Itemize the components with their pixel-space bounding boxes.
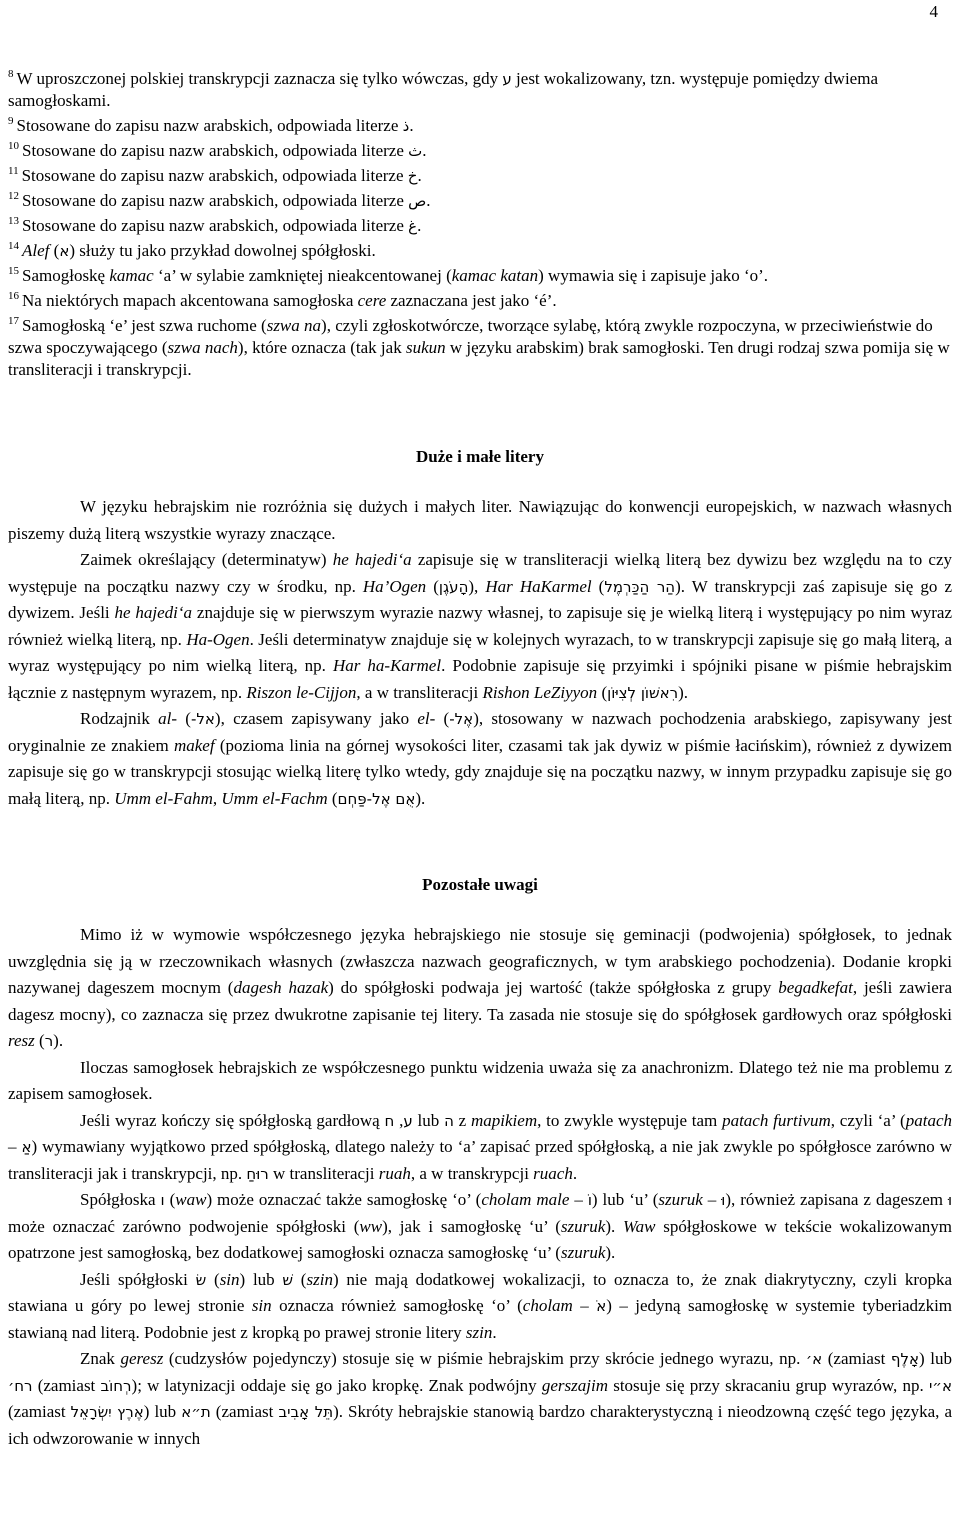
- footnote-number: 16: [8, 290, 19, 303]
- text-run: –: [8, 1137, 22, 1156]
- text-run: (zamiast: [32, 1375, 101, 1395]
- arabic-text: ث: [408, 142, 423, 160]
- hebrew-text: שׂ: [195, 1270, 207, 1289]
- hebrew-text: אֶרֶץ יִשְׂרָאֵל: [70, 1403, 144, 1421]
- footnote-number: 12: [8, 190, 19, 203]
- text-run: (: [591, 576, 605, 596]
- text-run: sukun: [405, 338, 446, 357]
- text-run: , to zwykle występuje tam: [537, 1110, 723, 1130]
- text-run: .: [422, 141, 427, 160]
- text-run: oznacza również samogłoskę ‘o’ (: [271, 1296, 523, 1315]
- section-title: Duże i małe litery: [416, 447, 544, 466]
- text-run: (: [177, 709, 191, 728]
- hebrew-text: א: [59, 242, 70, 260]
- text-run: stosuje się przy skracaniu grup wyrazów, np.: [608, 1375, 929, 1395]
- text-run: ) lub: [143, 1402, 182, 1421]
- text-run: ) – jedyną samogłoskę w systemie tyberiadzkim stawianą nad literą. Podobnie jest z kropką po prawej stronie litery: [8, 1296, 953, 1342]
- hebrew-text: ח: [384, 1111, 395, 1130]
- text-run: Jeśli wyraz kończy się spółgłoską gardłową: [80, 1110, 385, 1130]
- hebrew-text: שׁ: [282, 1270, 294, 1289]
- text-run: ), które oznacza (tak jak: [237, 338, 406, 357]
- footnotes: [8, 68, 952, 384]
- footnote-number: 13: [8, 215, 19, 228]
- text-run: ) wymawia się i zapisuje jako ‘o’.: [538, 266, 769, 285]
- hebrew-text: א׳: [805, 1350, 823, 1368]
- text-run: al-: [158, 709, 178, 728]
- text-run: W języku hebrajskim nie rozróżnia się dużych i małych liter. Nawiązując do konwencji europejskich, w nazwach własnych piszemy dużą literą wszystkie wyrazy znaczące.: [8, 497, 952, 543]
- text-run: Umm el-Fachm: [221, 788, 328, 808]
- text-run: ).: [678, 682, 689, 702]
- text-run: .: [572, 1163, 578, 1183]
- text-run: .: [417, 216, 422, 235]
- text-run: Stosowane do zapisu nazw arabskich, odpowiada literze: [16, 116, 403, 135]
- text-run: szin: [306, 1269, 333, 1289]
- page-number: 4: [929, 2, 938, 21]
- text-run: Mimo iż w wymowie współczesnego języka hebrajskiego nie stosuje się geminacji (podwojenia) spółgłosek, to jednak uwzględnia się ją w rzeczownikach własnych (zwłaszcza nazwach geograficznych, w tym arabskiego pochodzenia). Dodanie kropki nazywanej dageszem mocnym (: [8, 925, 952, 997]
- text-run: ).: [53, 1031, 64, 1050]
- paragraph: [8, 1108, 952, 1188]
- text-run: zapisuje się w transliteracji wielką literą bez dywizu bez względu na to czy występuje na początku nazwy czy w środku, np.: [8, 550, 952, 596]
- text-run: ) do spółgłoski podwaja jej wartość (także spółgłoska z grupy: [328, 978, 779, 997]
- text-run: jest wokalizowany, tzn. występuje pomiędzy dwiema samogłoskami.: [8, 69, 878, 110]
- hebrew-text: ו: [160, 1191, 165, 1209]
- text-run: Alef: [22, 241, 50, 260]
- hebrew-text: הַר הַכַּרְמֶל: [604, 577, 676, 596]
- text-run: ); w latynizacji oddaje się go jako kropkę. Znak podwójny: [131, 1375, 542, 1395]
- text-run: patach: [905, 1110, 952, 1130]
- arabic-text: خ: [407, 167, 418, 185]
- text-run: ) wymawiany wyjątkowo przed spółgłoską, dlatego należy to ‘a’ zapisać przed spółgłoską, a nie jak zwykle po spółgłosce zarówno w transliteracji jak i transkrypcji, np.: [8, 1137, 952, 1183]
- footnote: [8, 315, 952, 381]
- text-run: kamac: [109, 266, 154, 285]
- hebrew-text: רְחוֹב: [100, 1376, 132, 1395]
- arabic-text: ص: [408, 192, 427, 210]
- hebrew-text: -אֶל: [449, 710, 474, 728]
- text-run: Har ha-Karmel: [332, 656, 442, 675]
- text-run: ),: [468, 576, 486, 596]
- hebrew-text: אָלֶף: [890, 1350, 920, 1368]
- hebrew-text: אַ: [21, 1138, 32, 1156]
- text-run: Rodzajnik: [80, 709, 159, 728]
- text-run: (: [293, 1269, 307, 1289]
- text-run: ), stosowany w nazwach pochodzenia arabskiego, zapisywany jest oryginalnie ze znakiem: [8, 709, 952, 755]
- text-run: szwa nach: [167, 338, 238, 357]
- text-run: Stosowane do zapisu nazw arabskich, odpowiada literze: [22, 191, 409, 210]
- section-body: [8, 494, 952, 812]
- text-run: –: [569, 1190, 588, 1209]
- text-run: ). W transkrypcji zaś zapisuje się go z dywizem. Jeśli: [8, 576, 952, 622]
- text-run: (: [34, 1031, 45, 1050]
- text-run: Znak: [80, 1349, 121, 1368]
- text-run: ,: [212, 788, 222, 808]
- text-run: szuruk: [560, 1243, 606, 1262]
- text-run: z: [453, 1110, 472, 1130]
- footnote-number: 9: [8, 115, 14, 128]
- hebrew-text: אֹ: [596, 1297, 607, 1315]
- text-run: Ha-Ogen: [186, 629, 250, 649]
- text-run: , jeśli zawiera dagesz mocny), co zaznacza się przez dwukrotne zapisanie tej litery. Ta zasada nie stosuje się do spółgłosek gardłowych oraz spółgłoski: [8, 978, 952, 1024]
- text-run: szwa na: [266, 316, 322, 335]
- text-run: Umm el-Fahm: [114, 788, 213, 808]
- paragraph: [8, 547, 952, 706]
- text-run: Waw: [623, 1216, 656, 1236]
- text-run: Stosowane do zapisu nazw arabskich, odpowiada literze: [22, 141, 409, 160]
- footnote: [8, 165, 952, 187]
- text-run: ) może oznaczać także samogłoskę ‘o’ (: [206, 1190, 482, 1209]
- text-run: Spółgłoska: [80, 1190, 161, 1209]
- text-run: (: [435, 709, 450, 728]
- text-run: (zamiast: [822, 1349, 891, 1368]
- footnote-number: 17: [8, 315, 19, 328]
- text-run: . Podobnie zapisuje się przyimki i spójniki pisane w piśmie hebrajskim łącznie z następnym wyrazem, np.: [8, 656, 953, 702]
- text-run: ) lub: [239, 1269, 283, 1289]
- text-run: ,: [394, 1110, 404, 1130]
- text-run: –: [572, 1296, 597, 1315]
- text-run: lub: [412, 1110, 445, 1130]
- text-run: resz: [8, 1031, 35, 1050]
- text-run: (cudzysłów pojedynczy) stosuje się w piśmie hebrajskim przy skrócie jednego wyrazu, np.: [163, 1349, 806, 1368]
- text-run: patach furtivum: [722, 1110, 831, 1130]
- paragraph: [8, 494, 952, 547]
- footnote: [8, 140, 952, 162]
- footnote: [8, 215, 952, 237]
- text-run: kamac katan: [451, 266, 539, 285]
- paragraph: [8, 922, 952, 1055]
- text-run: Samogłoską ‘e’ jest szwa ruchome (: [22, 316, 267, 335]
- text-run: gerszajim: [541, 1375, 608, 1395]
- text-run: , czyli ‘a’ (: [830, 1110, 906, 1130]
- text-run: .: [417, 166, 422, 185]
- text-run: W uproszczonej polskiej transkrypcji zaznacza się tylko wówczas, gdy: [16, 69, 503, 88]
- hebrew-text: הָעֹגֶן: [438, 577, 469, 596]
- hebrew-text: א״י: [928, 1376, 952, 1395]
- paragraph: [8, 1346, 952, 1452]
- text-run: znajduje się w pierwszym wyrazie nazwy własnej, to zapisuje się je wielką literą i występujący po nim wyraz również wielką literą, np.: [8, 603, 953, 649]
- text-run: waw: [175, 1190, 207, 1209]
- hebrew-text: אֻם אֶל-פַּחְם: [337, 789, 416, 808]
- hebrew-text: -אל: [190, 710, 215, 728]
- text-run: (: [327, 788, 338, 808]
- footnote: [8, 290, 952, 312]
- text-run: ruah: [378, 1163, 411, 1183]
- paragraph: [8, 1055, 952, 1108]
- hebrew-text: וּ: [721, 1191, 726, 1209]
- hebrew-text: רוּחַ: [246, 1164, 269, 1183]
- text-run: Rishon LeZiyyon: [482, 682, 598, 702]
- footnote: [8, 265, 952, 287]
- text-run: szuruk: [658, 1190, 703, 1209]
- footnote-number: 15: [8, 265, 19, 278]
- text-run: .: [426, 191, 431, 210]
- arabic-text: ذ: [402, 117, 410, 135]
- footnote-number: 10: [8, 140, 19, 153]
- arabic-text: غ: [408, 217, 418, 235]
- text-run: Ha’Ogen: [362, 576, 427, 596]
- footnote-number: 14: [8, 240, 19, 253]
- text-run: geresz: [120, 1349, 164, 1368]
- text-run: he hajedi‘a: [332, 550, 412, 569]
- text-run: ).: [605, 1216, 624, 1236]
- hebrew-text: ע: [403, 1111, 413, 1130]
- text-run: Riszon le-Cijjon: [246, 682, 357, 702]
- text-run: ) nie mają dodatkowej wokalizacji, to oznacza to, że znak diakrytyczny, czyli kropka stawiana u góry po lewej stronie: [8, 1269, 953, 1315]
- text-run: (zamiast: [8, 1402, 71, 1421]
- text-run: Jeśli spółgłoski: [80, 1269, 196, 1289]
- text-run: ) służy tu jako przykład dowolnej spółgłoski.: [69, 241, 376, 260]
- paragraph: [8, 1267, 952, 1347]
- text-run: ).: [415, 788, 426, 808]
- footnote: [8, 240, 952, 262]
- paragraph: [8, 706, 952, 812]
- text-run: ) lub ‘u’ (: [591, 1190, 659, 1209]
- paragraph: [8, 1187, 952, 1267]
- text-run: , a w transkrypcji: [410, 1163, 534, 1183]
- text-run: ).: [605, 1243, 616, 1262]
- footnote: [8, 68, 952, 112]
- text-run: Samogłoskę: [22, 266, 110, 285]
- text-run: (: [426, 576, 439, 596]
- text-run: (: [597, 682, 608, 702]
- footnote-number: 8: [8, 68, 14, 81]
- text-run: (zamiast: [210, 1402, 279, 1421]
- text-run: szin: [465, 1322, 493, 1342]
- hebrew-text: ת״א: [181, 1403, 211, 1421]
- hebrew-text: רח׳: [8, 1376, 33, 1395]
- text-run: ) lub: [919, 1349, 952, 1368]
- text-run: cholam male: [481, 1190, 570, 1209]
- text-run: mapikiem: [471, 1110, 538, 1130]
- text-run: ruach: [533, 1163, 573, 1183]
- hebrew-text: תֵּל אָבִיב: [278, 1403, 334, 1421]
- text-run: zaznaczana jest jako ‘é’.: [386, 291, 557, 310]
- hebrew-text: ע: [502, 70, 512, 88]
- text-run: ), również zapisana z dageszem: [725, 1190, 948, 1209]
- hebrew-text: וֹ: [587, 1191, 592, 1209]
- text-run: –: [702, 1190, 722, 1209]
- hebrew-text: וּ: [947, 1191, 953, 1209]
- text-run: (: [206, 1269, 220, 1289]
- text-run: dagesh hazak: [233, 978, 329, 997]
- text-run: .: [492, 1322, 497, 1342]
- hebrew-text: ר: [44, 1032, 54, 1050]
- text-run: ), jak i samogłoskę ‘u’ (: [382, 1216, 561, 1236]
- text-run: ww: [359, 1216, 383, 1236]
- text-run: sin: [251, 1296, 272, 1315]
- text-run: sin: [219, 1269, 240, 1289]
- footnote: [8, 190, 952, 212]
- text-run: . Jeśli determinatyw znajduje się w kolejnych wyrazach, to w transkrypcji zapisuje się go małą literą, a wyraz występujący po nim wielką literą, np.: [8, 629, 952, 675]
- text-run: makef: [173, 735, 215, 755]
- footnote: [8, 115, 952, 137]
- section-title: Pozostałe uwagi: [422, 875, 538, 894]
- text-run: begadkefat: [778, 978, 853, 997]
- text-run: ), czasem zapisywany jako: [214, 709, 418, 728]
- text-run: , a w transliteracji: [356, 682, 483, 702]
- text-run: el-: [417, 709, 436, 728]
- text-run: ). Skróty hebrajskie stanowią bardzo charakterystyczną i nieodzowną część tego języka, a ich odwzorowanie w innych: [8, 1402, 953, 1448]
- text-run: (pozioma linia na górnej wysokości liter, czasami tak jak dywiz w piśmie łacińskim), również z dywizem zapisuje się go w transkrypcji stosując wielką literę tylko wtedy, gdy znajduje się na początku nazwy, w innym przypadku zapisuje się go małą literą, np.: [8, 735, 952, 808]
- text-run: Iloczas samogłosek hebrajskich ze współczesnego punktu widzenia uważa się za anachronizm. Dlatego też nie ma problemu z zapisem samogłosek.: [8, 1057, 952, 1103]
- text-run: ‘a’ w sylabie zamkniętej nieakcentowanej (: [153, 266, 452, 285]
- text-run: cholam: [522, 1296, 573, 1315]
- hebrew-text: רִאשׁוֹן לְצִיּוֹן: [607, 683, 679, 702]
- text-run: (: [49, 241, 60, 260]
- text-run: spółgłoskowe w tekście wokalizowanym opatrzone jest samogłoską, bez dodatkowej samogłoski oznacza samogłoskę ‘u’ (: [8, 1216, 952, 1262]
- footnote-number: 11: [8, 165, 19, 178]
- text-run: he hajedi‘a: [114, 603, 193, 622]
- text-run: Na niektórych mapach akcentowana samogłoska: [22, 291, 358, 310]
- text-run: cere: [357, 291, 387, 310]
- text-run: ), czyli zgłoskotwórcze, tworzące sylabę, którą zwykle rozpoczyna, w przeciwieństwie do szwa spoczywającego (: [8, 316, 933, 357]
- hebrew-text: ה: [444, 1111, 454, 1130]
- text-run: szuruk: [560, 1216, 606, 1236]
- text-run: może oznaczać zarówno podwojenie spółgłoski (: [8, 1216, 360, 1236]
- text-run: Har HaKarmel: [485, 576, 592, 596]
- text-run: (: [164, 1190, 176, 1209]
- text-run: Stosowane do zapisu nazw arabskich, odpowiada literze: [22, 216, 409, 235]
- text-run: Zaimek określający (determinatyw): [80, 550, 333, 569]
- text-run: .: [409, 116, 414, 135]
- text-run: w transliteracji: [268, 1163, 379, 1183]
- text-run: Stosowane do zapisu nazw arabskich, odpowiada literze: [21, 166, 408, 185]
- section-body: [8, 922, 952, 1452]
- text-run: w języku arabskim) brak samogłoski. Ten drugi rodzaj szwa pomija się w transliteracji i transkrypcji.: [8, 338, 950, 379]
